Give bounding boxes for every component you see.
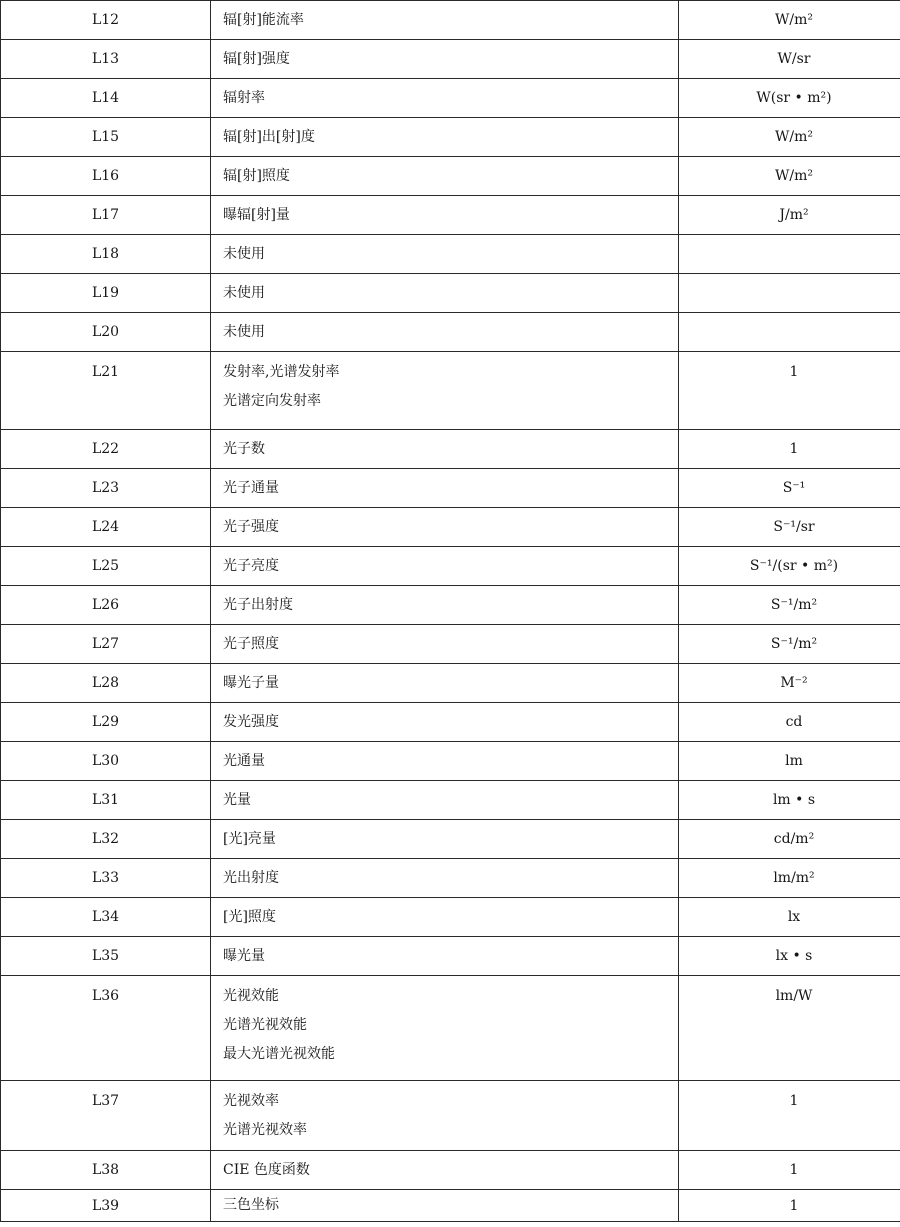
row-quantity-name bbox=[211, 937, 679, 976]
row-unit: 1 bbox=[679, 430, 900, 469]
table-row bbox=[1, 40, 900, 79]
row-code: L18 bbox=[1, 235, 211, 274]
quantity-name-line: 最大光谱光视效能 bbox=[223, 1046, 335, 1062]
quantity-name-line: 曝辐[射]量 bbox=[223, 206, 290, 223]
row-code: L37 bbox=[1, 1081, 211, 1151]
table-row bbox=[1, 586, 900, 625]
row-code: L32 bbox=[1, 820, 211, 859]
quantity-name-line: 光谱光视效能 bbox=[223, 1017, 307, 1033]
row-quantity-name bbox=[211, 976, 679, 1081]
row-unit: W/m² bbox=[679, 118, 900, 157]
row-unit bbox=[679, 313, 900, 352]
row-code: L14 bbox=[1, 79, 211, 118]
table-row bbox=[1, 274, 900, 313]
quantity-name-line: [光]照度 bbox=[223, 908, 276, 925]
quantity-name-line: 光谱定向发射率 bbox=[223, 393, 321, 409]
row-quantity-name bbox=[211, 781, 679, 820]
row-code: L23 bbox=[1, 469, 211, 508]
table-row bbox=[1, 976, 900, 1081]
row-quantity-name bbox=[211, 235, 679, 274]
row-code: L31 bbox=[1, 781, 211, 820]
row-code: L25 bbox=[1, 547, 211, 586]
units-table-body bbox=[1, 1, 900, 1222]
quantity-name-line: 发射率,光谱发射率 bbox=[223, 364, 340, 380]
quantity-name-line: 曝光量 bbox=[223, 947, 265, 964]
row-code: L24 bbox=[1, 508, 211, 547]
row-unit: cd bbox=[679, 703, 900, 742]
table-row bbox=[1, 781, 900, 820]
quantity-name-line: 曝光子量 bbox=[223, 674, 279, 691]
row-quantity-name bbox=[211, 820, 679, 859]
row-unit: M⁻² bbox=[679, 664, 900, 703]
quantity-name-line: 光量 bbox=[223, 791, 251, 808]
row-unit: J/m² bbox=[679, 196, 900, 235]
row-unit: 1 bbox=[679, 1190, 900, 1222]
row-quantity-name bbox=[211, 118, 679, 157]
row-code: L21 bbox=[1, 352, 211, 430]
row-unit: S⁻¹ bbox=[679, 469, 900, 508]
row-quantity-name bbox=[211, 196, 679, 235]
table-row bbox=[1, 352, 900, 430]
row-code: L19 bbox=[1, 274, 211, 313]
row-quantity-name bbox=[211, 430, 679, 469]
row-quantity-name bbox=[211, 469, 679, 508]
row-unit: S⁻¹/m² bbox=[679, 586, 900, 625]
quantity-name-line: CIE 色度函数 bbox=[223, 1161, 310, 1178]
row-quantity-name bbox=[211, 898, 679, 937]
row-quantity-name bbox=[211, 1151, 679, 1190]
row-quantity-name bbox=[211, 859, 679, 898]
row-unit: S⁻¹/(sr • m²) bbox=[679, 547, 900, 586]
table-row bbox=[1, 508, 900, 547]
table-row bbox=[1, 313, 900, 352]
row-quantity-name bbox=[211, 352, 679, 430]
table-row bbox=[1, 1, 900, 40]
row-unit: lm • s bbox=[679, 781, 900, 820]
table-row bbox=[1, 469, 900, 508]
quantity-name-line: 光子数 bbox=[223, 440, 265, 457]
quantity-name-line: 光子通量 bbox=[223, 479, 279, 496]
quantity-name-line: 未使用 bbox=[223, 323, 265, 340]
quantity-name-line: 光通量 bbox=[223, 752, 265, 769]
table-row bbox=[1, 157, 900, 196]
row-unit: 1 bbox=[679, 1151, 900, 1190]
table-row bbox=[1, 898, 900, 937]
row-unit bbox=[679, 274, 900, 313]
table-row bbox=[1, 1190, 900, 1222]
table-row bbox=[1, 703, 900, 742]
row-unit: W/m² bbox=[679, 1, 900, 40]
row-quantity-name bbox=[211, 40, 679, 79]
row-code: L22 bbox=[1, 430, 211, 469]
row-quantity-name bbox=[211, 508, 679, 547]
table-row bbox=[1, 742, 900, 781]
row-unit: cd/m² bbox=[679, 820, 900, 859]
quantity-name-line: 光子亮度 bbox=[223, 557, 279, 574]
table-row bbox=[1, 547, 900, 586]
row-unit: lm/W bbox=[679, 976, 900, 1081]
quantity-name-line: 辐射率 bbox=[223, 89, 265, 106]
table-row bbox=[1, 859, 900, 898]
row-code: L12 bbox=[1, 1, 211, 40]
table-row bbox=[1, 937, 900, 976]
row-code: L28 bbox=[1, 664, 211, 703]
quantity-name-line: 光出射度 bbox=[223, 869, 279, 886]
row-quantity-name bbox=[211, 742, 679, 781]
row-quantity-name bbox=[211, 1081, 679, 1151]
table-row bbox=[1, 1151, 900, 1190]
quantity-name-line: 光视效能 bbox=[223, 988, 279, 1004]
quantity-name-line: 辐[射]出[射]度 bbox=[223, 128, 315, 145]
row-quantity-name bbox=[211, 274, 679, 313]
row-unit: lm/m² bbox=[679, 859, 900, 898]
row-code: L16 bbox=[1, 157, 211, 196]
row-code: L27 bbox=[1, 625, 211, 664]
row-quantity-name bbox=[211, 664, 679, 703]
quantity-name-line: 光子出射度 bbox=[223, 596, 293, 613]
quantity-name-line: 辐[射]照度 bbox=[223, 167, 290, 184]
row-unit bbox=[679, 235, 900, 274]
row-quantity-name bbox=[211, 79, 679, 118]
row-code: L20 bbox=[1, 313, 211, 352]
quantity-name-line: 三色坐标 bbox=[223, 1197, 279, 1213]
row-code: L26 bbox=[1, 586, 211, 625]
row-quantity-name bbox=[211, 1190, 679, 1222]
quantity-name-line: 光谱光视效率 bbox=[223, 1122, 307, 1138]
quantity-name-line: 光子强度 bbox=[223, 518, 279, 535]
quantity-name-line: 未使用 bbox=[223, 284, 265, 301]
row-unit: S⁻¹/sr bbox=[679, 508, 900, 547]
row-quantity-name bbox=[211, 157, 679, 196]
table-row bbox=[1, 1081, 900, 1151]
quantity-name-line: 辐[射]强度 bbox=[223, 50, 290, 67]
row-code: L33 bbox=[1, 859, 211, 898]
row-quantity-name bbox=[211, 313, 679, 352]
row-unit: S⁻¹/m² bbox=[679, 625, 900, 664]
row-code: L13 bbox=[1, 40, 211, 79]
table-row bbox=[1, 820, 900, 859]
table-row bbox=[1, 235, 900, 274]
table-row bbox=[1, 430, 900, 469]
row-unit: 1 bbox=[679, 1081, 900, 1151]
quantity-name-line: 未使用 bbox=[223, 245, 265, 262]
row-code: L29 bbox=[1, 703, 211, 742]
row-unit: W(sr • m²) bbox=[679, 79, 900, 118]
row-unit: lx bbox=[679, 898, 900, 937]
row-code: L38 bbox=[1, 1151, 211, 1190]
row-code: L17 bbox=[1, 196, 211, 235]
quantity-name-line: 光子照度 bbox=[223, 635, 279, 652]
table-row bbox=[1, 196, 900, 235]
row-unit: lx • s bbox=[679, 937, 900, 976]
row-quantity-name bbox=[211, 1, 679, 40]
row-code: L15 bbox=[1, 118, 211, 157]
row-quantity-name bbox=[211, 547, 679, 586]
row-code: L39 bbox=[1, 1190, 211, 1222]
quantity-name-line: [光]亮量 bbox=[223, 830, 276, 847]
row-quantity-name bbox=[211, 586, 679, 625]
row-quantity-name bbox=[211, 625, 679, 664]
table-row bbox=[1, 664, 900, 703]
row-quantity-name bbox=[211, 703, 679, 742]
row-unit: 1 bbox=[679, 352, 900, 430]
row-unit: lm bbox=[679, 742, 900, 781]
row-code: L36 bbox=[1, 976, 211, 1081]
table-row bbox=[1, 79, 900, 118]
row-code: L34 bbox=[1, 898, 211, 937]
row-code: L35 bbox=[1, 937, 211, 976]
row-unit: W/sr bbox=[679, 40, 900, 79]
quantity-name-line: 辐[射]能流率 bbox=[223, 11, 304, 28]
table-row bbox=[1, 118, 900, 157]
row-unit: W/m² bbox=[679, 157, 900, 196]
row-code: L30 bbox=[1, 742, 211, 781]
quantity-name-line: 光视效率 bbox=[223, 1093, 279, 1109]
table-row bbox=[1, 625, 900, 664]
quantity-name-line: 发光强度 bbox=[223, 713, 279, 730]
